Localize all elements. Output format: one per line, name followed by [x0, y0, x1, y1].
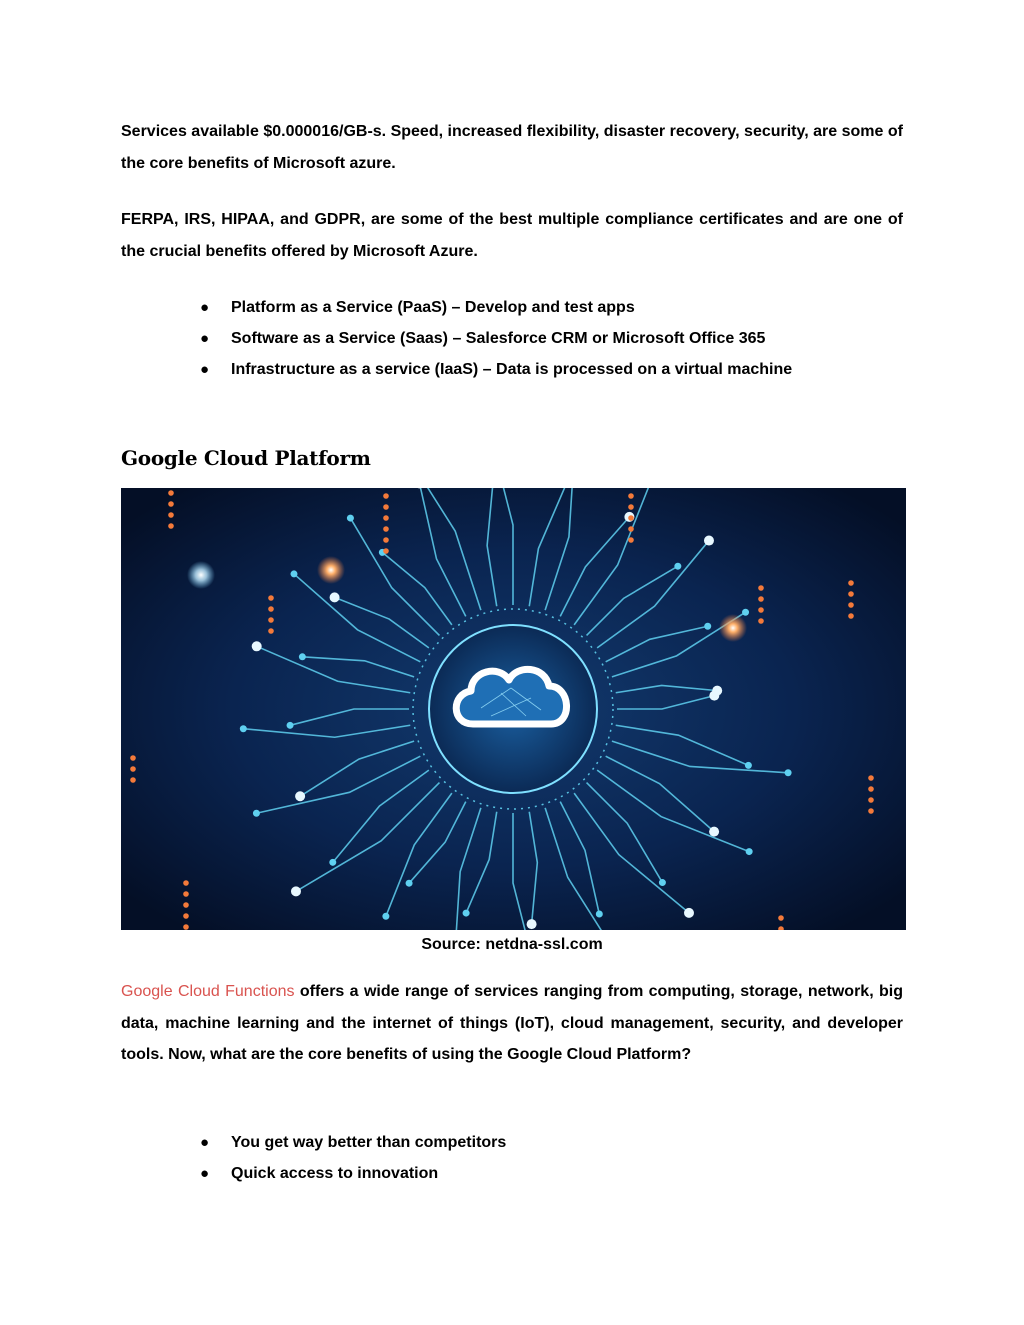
- trace-node: [684, 908, 694, 918]
- orange-dot: [848, 591, 854, 597]
- orange-dot: [868, 808, 874, 814]
- trace-node: [527, 919, 537, 929]
- orange-dot: [848, 602, 854, 608]
- bullet-icon: ●: [200, 330, 210, 347]
- orange-dot: [130, 766, 136, 772]
- trace-node: [299, 653, 306, 660]
- orange-dot: [383, 548, 389, 554]
- orange-dot: [628, 515, 634, 521]
- orange-dot: [758, 585, 764, 591]
- list-item-text: Infrastructure as a service (IaaS) – Data is processed on a virtual machine: [231, 361, 793, 378]
- orange-dot: [168, 523, 174, 529]
- bullet-icon: ●: [200, 1134, 210, 1151]
- paragraph-gcp-intro: [121, 976, 903, 1071]
- orange-dot: [168, 501, 174, 507]
- orange-dot: [383, 537, 389, 543]
- trace-node: [252, 641, 262, 651]
- orange-dot: [268, 606, 274, 612]
- list-item-text: Platform as a Service (PaaS) – Develop and test apps: [231, 299, 635, 316]
- trace-node: [746, 848, 753, 855]
- orange-dot: [268, 628, 274, 634]
- bullet-icon: ●: [200, 361, 210, 378]
- orange-dot: [758, 618, 764, 624]
- orange-dot: [758, 596, 764, 602]
- trace-node: [745, 762, 752, 769]
- orange-dot: [848, 580, 854, 586]
- bullet-icon: ●: [200, 299, 210, 316]
- list-item-text: Software as a Service (Saas) – Salesforce CRM or Microsoft Office 365: [231, 330, 766, 347]
- trace-node: [712, 686, 722, 696]
- trace-node: [596, 911, 603, 918]
- orange-dot: [848, 613, 854, 619]
- trace-node: [704, 623, 711, 630]
- bullet-icon: ●: [200, 1165, 210, 1182]
- service-model-list: [200, 292, 792, 385]
- orange-dot: [268, 617, 274, 623]
- orange-dot: [183, 880, 189, 886]
- trace-node: [709, 827, 719, 837]
- orange-dot: [383, 504, 389, 510]
- orange-dot: [168, 490, 174, 496]
- orange-dot: [268, 595, 274, 601]
- orange-dot: [758, 607, 764, 613]
- trace-node: [704, 536, 714, 546]
- trace-node: [785, 769, 792, 776]
- paragraph-gcp-text: offers a wide range of services ranging from computing, storage, network, big data, machine learning and the internet of things (IoT), cloud management, security, and developer tools. Now, what are the core benefits of using the Google Cloud Platform?: [121, 983, 903, 1063]
- list-item: [200, 1158, 506, 1189]
- orange-dot: [168, 512, 174, 518]
- paragraph-compliance: FERPA, IRS, HIPAA, and GDPR, are some of the best multiple compliance certificates and are one of the crucial benefits offered by Microsoft Azure.: [121, 211, 903, 260]
- glow-white: [187, 561, 215, 589]
- orange-dot: [778, 915, 784, 921]
- list-item: [200, 323, 792, 354]
- orange-dot: [868, 797, 874, 803]
- google-cloud-functions-link[interactable]: Google Cloud Functions: [121, 983, 295, 1000]
- trace-node: [290, 570, 297, 577]
- trace-node: [329, 859, 336, 866]
- trace-node: [287, 722, 294, 729]
- list-item-text: Quick access to innovation: [231, 1165, 439, 1182]
- orange-dot: [383, 493, 389, 499]
- list-item: [200, 292, 792, 323]
- trace-node: [463, 910, 470, 917]
- orange-dot: [628, 493, 634, 499]
- benefit-list: [200, 1127, 506, 1189]
- trace-node: [742, 609, 749, 616]
- orange-dot: [183, 891, 189, 897]
- paragraph-azure-benefits: Services available $0.000016/GB-s. Speed, increased flexibility, disaster recovery, security, are some of the core benefits of Microsoft azure.: [121, 123, 903, 172]
- list-item: [200, 1127, 506, 1158]
- glow-orange-right: [719, 614, 747, 642]
- trace-node: [253, 810, 260, 817]
- orange-dot: [628, 526, 634, 532]
- list-item: [200, 354, 792, 385]
- trace-node: [291, 886, 301, 896]
- orange-dot: [183, 913, 189, 919]
- glow-orange-left: [317, 556, 345, 584]
- trace-node: [330, 592, 340, 602]
- orange-dot: [183, 924, 189, 930]
- orange-dot: [183, 902, 189, 908]
- orange-dot: [130, 755, 136, 761]
- trace-node: [406, 880, 413, 887]
- orange-dot: [868, 775, 874, 781]
- trace-node: [240, 725, 247, 732]
- orange-dot: [130, 777, 136, 783]
- orange-dot: [383, 526, 389, 532]
- list-item-text: You get way better than competitors: [231, 1134, 507, 1151]
- trace-node: [659, 879, 666, 886]
- trace-node: [347, 515, 354, 522]
- trace-node: [295, 791, 305, 801]
- image-caption: Source: netdna-ssl.com: [421, 936, 603, 953]
- section-heading: Google Cloud Platform: [121, 446, 371, 470]
- orange-dot: [628, 537, 634, 543]
- trace-node: [382, 913, 389, 920]
- orange-dot: [868, 786, 874, 792]
- orange-dot: [628, 504, 634, 510]
- trace-node: [674, 563, 681, 570]
- cloud-circuit-image: [121, 488, 906, 930]
- orange-dot: [383, 515, 389, 521]
